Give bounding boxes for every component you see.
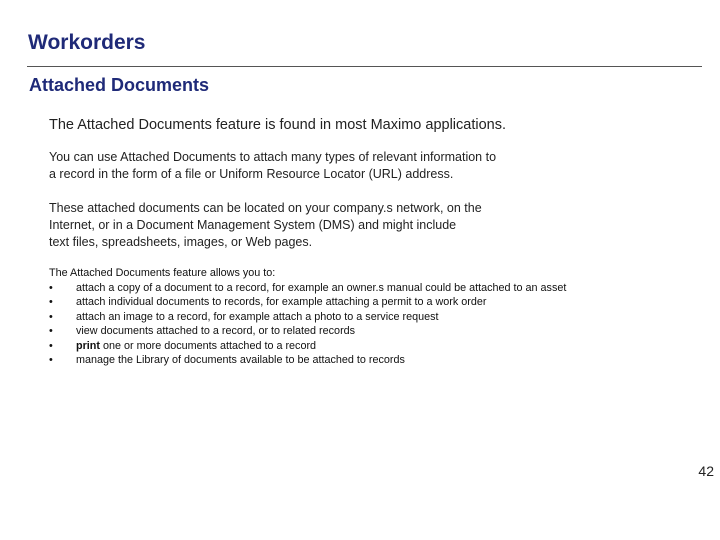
paragraph-line: These attached documents can be located on your company.s network, on the — [49, 201, 482, 215]
feature-list-item — [49, 281, 689, 296]
feature-item-text: attach individual documents to records, for example attaching a permit to a work order — [76, 296, 487, 308]
paragraph-document-locations — [49, 200, 609, 251]
slide-subtitle: Attached Documents — [29, 75, 210, 95]
feature-list-item — [49, 295, 689, 310]
feature-list-item — [49, 310, 689, 325]
bullet-icon: • — [49, 354, 53, 366]
paragraph-line: You can use Attached Documents to attach many types of relevant information to — [49, 150, 497, 164]
feature-list — [49, 281, 689, 368]
feature-item-text: attach an image to a record, for example attach a photo to a service request — [76, 310, 439, 323]
feature-list-lead: The Attached Documents feature allows you to: — [49, 267, 276, 279]
paragraph-line: a record in the form of a file or Uniform Resource Locator (URL) address. — [49, 167, 454, 181]
feature-item-text: one or more documents attached to a record — [100, 339, 317, 352]
paragraph-line: Internet, or in a Document Management System (DMS) and might include — [49, 218, 457, 232]
feature-list-item — [49, 353, 689, 368]
slide-title: Workorders — [28, 31, 146, 54]
feature-item-text: view documents attached to a record, or to related records — [76, 325, 356, 337]
bullet-icon: • — [49, 325, 53, 337]
feature-item-text: manage the Library of documents available to be attached to records — [76, 354, 405, 366]
bullet-icon: • — [49, 296, 53, 308]
intro-text: The Attached Documents feature is found in most Maximo applications. — [49, 117, 506, 133]
bullet-icon: • — [49, 339, 53, 352]
paragraph-line: text files, spreadsheets, images, or Web pages. — [49, 235, 313, 249]
feature-list-item — [49, 324, 689, 339]
feature-list-item — [49, 339, 689, 354]
bullet-icon: • — [49, 281, 53, 294]
page-number: 42 — [698, 463, 714, 479]
feature-list-section — [49, 266, 689, 368]
title-divider — [27, 66, 702, 67]
feature-item-text: attach a copy of a document to a record, for example an owner.s manual could be attached to an asset — [76, 281, 567, 294]
bullet-icon: • — [49, 310, 53, 323]
feature-item-emphasis: print — [76, 339, 100, 352]
paragraph-attach-info — [49, 149, 609, 183]
